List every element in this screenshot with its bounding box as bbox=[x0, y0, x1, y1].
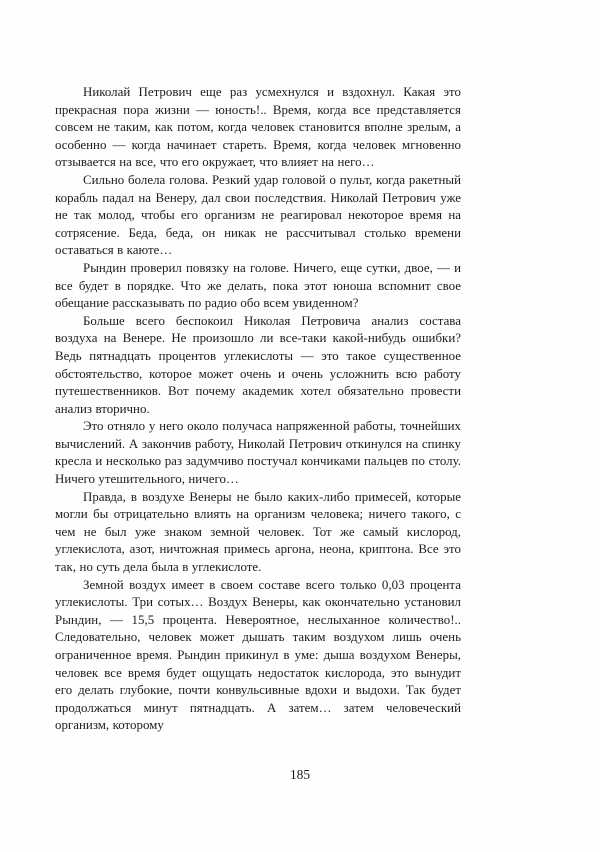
paragraph: Это отняло у него около получаса напряженной работы, точнейших вычислений. А закончив работу, Николай Петрович откинулся на спинку кресла и несколько раз задумчиво постучал кончиками пальцев по столу. Ничего утешительного, ничего… bbox=[55, 419, 461, 487]
paragraph: Больше всего беспокоил Николая Петровича анализ состава воздуха на Венере. Не произошло ли все-таки какой-нибудь ошибки? Ведь пятнадцать процентов углекислоты — это такое существенное обстоятельство, которое может очень и очень усложнить всю работу путешественников. Вот почему академик хотел обязательно провести анализ вторично. bbox=[55, 313, 461, 416]
paragraph: Сильно болела голова. Резкий удар головой о пульт, когда ракетный корабль падал на Венеру, дал свои последствия. Николай Петрович уже не так молод, чтобы его организм не реагировал некоторое время на сотрясение. Беда, беда, он никак не рассчитывал столько времени оставаться в каюте… bbox=[55, 172, 461, 258]
paragraph: Правда, в воздухе Венеры не было каких-либо примесей, которые могли бы отрицательно влиять на организм человека; ничего такого, с чем не был уже знаком земной человек. Тот же самый кислород, углекислота, азот, ничтожная примесь аргона, неона, криптона. Все это так, но суть дела была в углекислоте. bbox=[55, 489, 461, 575]
body-text-block bbox=[55, 84, 461, 735]
paragraph: Земной воздух имеет в своем составе всего только 0,03 процента углекислоты. Три сотых… Воздух Венеры, как окончательно установил Рындин, — 15,5 процента. Невероятное, неслыханное количество!.. Следовательно, человек может дышать таким воздухом лишь очень ограниченное время. Рындин прикинул в уме: дыша воздухом Венеры, человек все время будет ощущать недостаток кислорода, это вынудит его делать глубокие, почти конвульсивные вдохи и выдохи. Так будет продолжаться минут пятнадцать. А затем… затем человеческий организм, которому bbox=[55, 577, 461, 733]
paragraph: Николай Петрович еще раз усмехнулся и вздохнул. Какая это прекрасная пора жизни — юность!.. Время, когда все представляется совсем не таким, как потом, когда человек становится вполне зрелым, а особенно — когда начинает стареть. Время, когда человек мгновенно отзывается на все, что его окружает, что влияет на него… bbox=[55, 85, 461, 170]
page-number: 185 bbox=[289, 767, 311, 782]
paragraph: Рындин проверил повязку на голове. Ничего, еще сутки, двое, — и все будет в порядке. Что же делать, пока этот юноша вспомнит свое обещание рассказывать по радио обо всем увиденном? bbox=[55, 260, 461, 311]
